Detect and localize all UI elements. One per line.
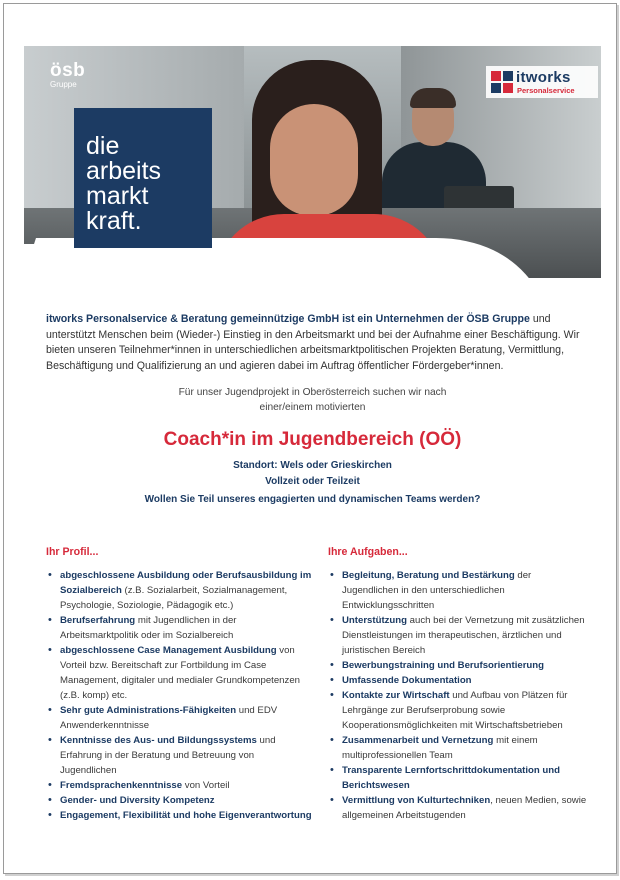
profile-item (46, 643, 312, 703)
profile-item (46, 733, 312, 778)
hero-white-corner (24, 244, 144, 278)
intro-lead-rest: und unterstützt Menschen beim (Wieder-) Einstieg in den Arbeitsmarkt und bei der Aufnahme einer Beschäftigung. Wir bieten unseren Teilnehmer*innen in unterschiedlichen arbeitsmarktpolitischen Projekten Beratung, Vermittlung, Beschäftigung und Qualifizierung an und agieren dabei im Auftrag öffentlicher Fördergeber*innen. (46, 313, 580, 372)
hero-person-man-hair (410, 88, 456, 108)
tagline-box (74, 108, 212, 248)
task-item (328, 793, 590, 823)
team-question: Wollen Sie Teil unseres engagierten und dynamischen Teams werden? (144, 494, 481, 505)
tagline-line: die (86, 132, 120, 160)
task-item (328, 613, 590, 658)
task-item-bold: Kontakte zur Wirtschaft (342, 690, 450, 701)
task-item-text: auch bei der Vernetzung mit zusätzlichen Dienstleistungen im therapeutischen, ärztlichen und juristischen Bereich (342, 615, 585, 656)
profile-column (46, 546, 312, 823)
tagline-line: markt (86, 182, 149, 210)
intro-paragraph (46, 312, 580, 374)
profile-item (46, 808, 312, 823)
task-item-bold: Zusammenarbeit und Vernetzung (342, 735, 494, 746)
profile-item (46, 568, 312, 613)
itworks-logo (486, 66, 598, 98)
search-line-2: einer/einem motivierten (259, 402, 366, 413)
profile-item-text: und Erfahrung in der Beratung und Betreuung von Jugendlichen (60, 735, 276, 776)
search-line-1: Für unser Jugendprojekt in Oberösterreich suchen wir nach (178, 387, 447, 398)
profile-item-bold: Engagement, Flexibilität und hohe Eigenverantwortung (60, 810, 312, 821)
profile-item-bold: abgeschlossene Case Management Ausbildung (60, 645, 277, 656)
oesb-logo (50, 62, 85, 90)
task-item-text: und Aufbau von Plätzen für Lehrgänge zur Berufserprobung sowie Kooperationsmöglichkeiten mit Wirtschaftsbetrieben (342, 690, 568, 731)
tasks-column (328, 546, 590, 823)
oesb-logo-sub: Gruppe (50, 80, 77, 89)
hero-person-woman-face (270, 104, 358, 216)
profile-item-text: mit Jugendlichen in der Arbeitsmarktpolitik oder im Sozialbereich (60, 615, 237, 641)
profile-item-text: und EDV Anwenderkenntnisse (60, 705, 278, 731)
profile-item (46, 793, 312, 808)
profile-item-text: (z.B. Sozialarbeit, Sozialmanagement, Psychologie, Soziologie, Pädagogik etc.) (60, 585, 288, 611)
job-posting-page (3, 3, 617, 874)
profile-item-text: von Vorteil bzw. Bereitschaft zur Fortbildung im Case Management, digitaler und medialer Grundkompetenzen (z.B. komp) etc. (60, 645, 300, 701)
task-item (328, 763, 590, 793)
task-item-bold: Begleitung, Beratung und Bestärkung (342, 570, 515, 581)
profile-item (46, 703, 312, 733)
profile-item (46, 613, 312, 643)
itworks-logo-title: itworks (516, 69, 571, 86)
job-meta (24, 458, 601, 490)
task-item (328, 688, 590, 733)
tasks-heading: Ihre Aufgaben... (328, 546, 408, 558)
profile-list (46, 568, 312, 823)
task-item-bold: Umfassende Dokumentation (342, 675, 472, 686)
profile-item-text: von Vorteil (182, 780, 230, 791)
tagline-line: kraft. (86, 207, 142, 235)
task-item-bold: Unterstützung (342, 615, 408, 626)
itworks-logo-sub: Personalservice (517, 86, 575, 95)
task-item-text: mit einem multiprofessionellen Team (342, 735, 538, 761)
search-text (24, 385, 601, 415)
intro-lead-bold: itworks Personalservice & Beratung gemeinnützige GmbH ist ein Unternehmen der ÖSB Gruppe (46, 313, 530, 325)
task-item-bold: Vermittlung von Kulturtechniken (342, 795, 491, 806)
task-item-text: der Jugendlichen in den unterschiedlichen Entwicklungsschritten (342, 570, 532, 611)
task-item (328, 658, 590, 673)
profile-item-bold: Gender- und Diversity Kompetenz (60, 795, 215, 806)
task-item (328, 673, 590, 688)
profile-heading: Ihr Profil... (46, 546, 99, 558)
job-hours: Vollzeit oder Teilzeit (265, 476, 360, 487)
task-item-bold: Bewerbungstraining und Berufsorientierung (342, 660, 545, 671)
tagline-line: arbeits (86, 157, 162, 185)
job-title: Coach*in im Jugendbereich (OÖ) (163, 429, 462, 450)
profile-item-bold: Kenntnisse des Aus- und Bildungssystems (60, 735, 257, 746)
profile-item-bold: Sehr gute Administrations-Fähigkeiten (60, 705, 237, 716)
profile-item-bold: Fremdsprachenkenntnisse (60, 780, 183, 791)
task-item-text: , neuen Medien, sowie allgemeinen Arbeitstugenden (342, 795, 587, 821)
task-item (328, 733, 590, 763)
profile-item-bold: Berufserfahrung (60, 615, 136, 626)
oesb-logo-title: ösb (50, 60, 86, 81)
profile-item (46, 778, 312, 793)
itworks-logo-icon (491, 71, 513, 93)
profile-item-bold: abgeschlossene Ausbildung oder Berufsausbildung im Sozialbereich (60, 570, 312, 596)
task-item-bold: Transparente Lernfortschrittdokumentation und Berichtswesen (342, 765, 561, 791)
task-item (328, 568, 590, 613)
job-location: Standort: Wels oder Grieskirchen (233, 460, 392, 471)
tasks-list (328, 568, 590, 823)
